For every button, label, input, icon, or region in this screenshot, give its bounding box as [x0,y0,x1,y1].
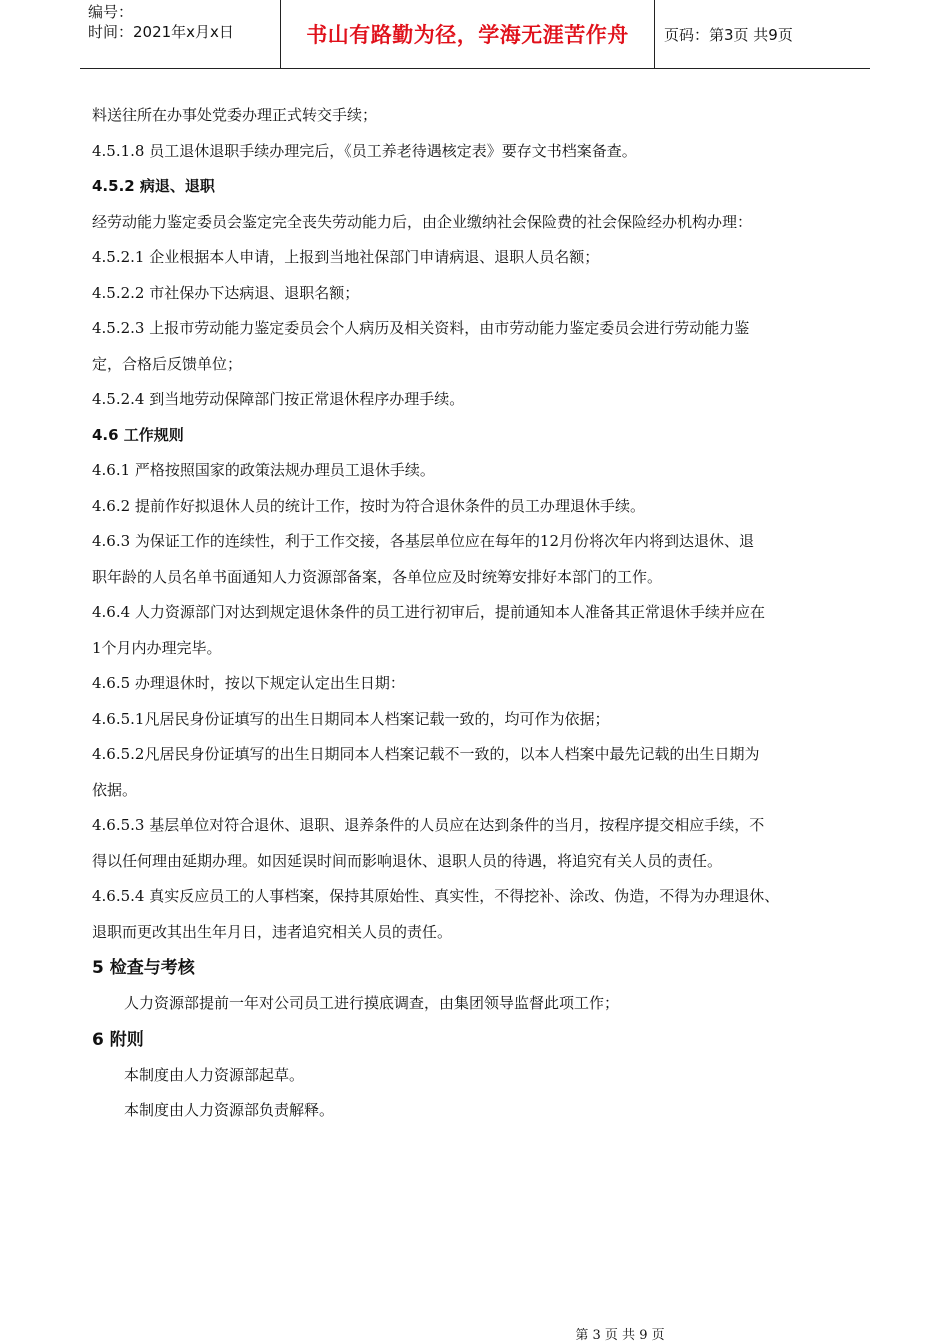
page-footer: 第 3 页 共 9 页 [575,1328,665,1343]
document-body [92,98,882,1129]
paragraph-line: 料送往所在办事处党委办理正式转交手续； [92,106,378,124]
header-left-cell [80,0,281,68]
page-info: 页码：第3页 共9页 [664,25,793,44]
section-6-title: 6 附则 [92,1029,144,1050]
paragraph-line: 4.6.3 为保证工作的连续性，利于工作交接，各基层单位应在每年的12月份将次年内将到达退休、退 [92,532,755,550]
paragraph-line: 4.6.2 提前作好拟退休人员的统计工作，按时为符合退休条件的员工办理退休手续。 [92,496,645,515]
page-header [80,0,870,69]
paragraph-line: 经劳动能力鉴定委员会鉴定完全丧失劳动能力后，由企业缴纳社会保险费的社会保险经办机构办理： [92,212,753,231]
paragraph-line: 定，合格后反馈单位； [92,354,243,373]
motto: 书山有路勤为径，学海无涯苦作舟 [281,0,655,68]
subsection-heading: 4.5.2 病退、退职 [92,177,215,195]
number-label: 编号： [88,3,134,21]
paragraph-line: 4.5.2.4 到当地劳动保障部门按正常退休程序办理手续。 [92,390,465,408]
paragraph-line: 4.5.2.3 上报市劳动能力鉴定委员会个人病历及相关资料，由市劳动能力鉴定委员会进行劳动能力鉴 [92,319,750,337]
paragraph-line: 4.5.1.8 员工退休退职手续办理完后，《员工养老待遇核定表》要存文书档案备查。 [92,141,637,160]
paragraph-line: 4.6.5.1凡居民身份证填写的出生日期同本人档案记载一致的，均可作为依据； [92,709,610,728]
section-5-body: 人力资源部提前一年对公司员工进行摸底调查，由集团领导监督此项工作； [124,994,620,1012]
paragraph-line: 4.6.5.2凡居民身份证填写的出生日期同本人档案记载不一致的，以本人档案中最先记载的出生日期为 [92,745,760,763]
paragraph-line: 4.6.5.4 真实反应员工的人事档案，保持其原始性、真实性，不得挖补、涂改、伪造，不得为办理退休、 [92,887,780,905]
paragraph-line: 1个月内办理完毕。 [92,638,222,657]
paragraph-line: 4.6.1 严格按照国家的政策法规办理员工退休手续。 [92,461,435,479]
time-label: 时间：2021年x月x日 [88,23,234,41]
paragraph-line: 依据。 [92,780,138,799]
subsection-heading: 4.6 工作规则 [92,425,184,444]
section-6-body-2: 本制度由人力资源部负责解释。 [124,1101,335,1119]
paragraph-line: 4.5.2.2 市社保办下达病退、退职名额； [92,283,360,302]
paragraph-line: 4.5.2.1 企业根据本人申请，上报到当地社保部门申请病退、退职人员名额； [92,248,600,266]
section-6-body-1: 本制度由人力资源部起草。 [124,1065,305,1084]
paragraph-line: 退职而更改其出生年月日，违者追究相关人员的责任。 [92,922,453,941]
paragraph-line: 4.6.4 人力资源部门对达到规定退休条件的员工进行初审后，提前通知本人准备其正常退休手续并应在 [92,603,765,621]
paragraph-line: 得以任何理由延期办理。如因延误时间而影响退休、退职人员的待遇，将追究有关人员的责任。 [92,851,723,870]
paragraph-line: 4.6.5.3 基层单位对符合退休、退职、退养条件的人员应在达到条件的当月，按程序提交相应手续，不 [92,816,765,834]
section-5-title: 5 检查与考核 [92,958,195,978]
paragraph-line: 职年龄的人员名单书面通知人力资源部备案，各单位应及时统筹安排好本部门的工作。 [92,567,663,586]
paragraph-line: 4.6.5 办理退休时，按以下规定认定出生日期： [92,674,405,692]
